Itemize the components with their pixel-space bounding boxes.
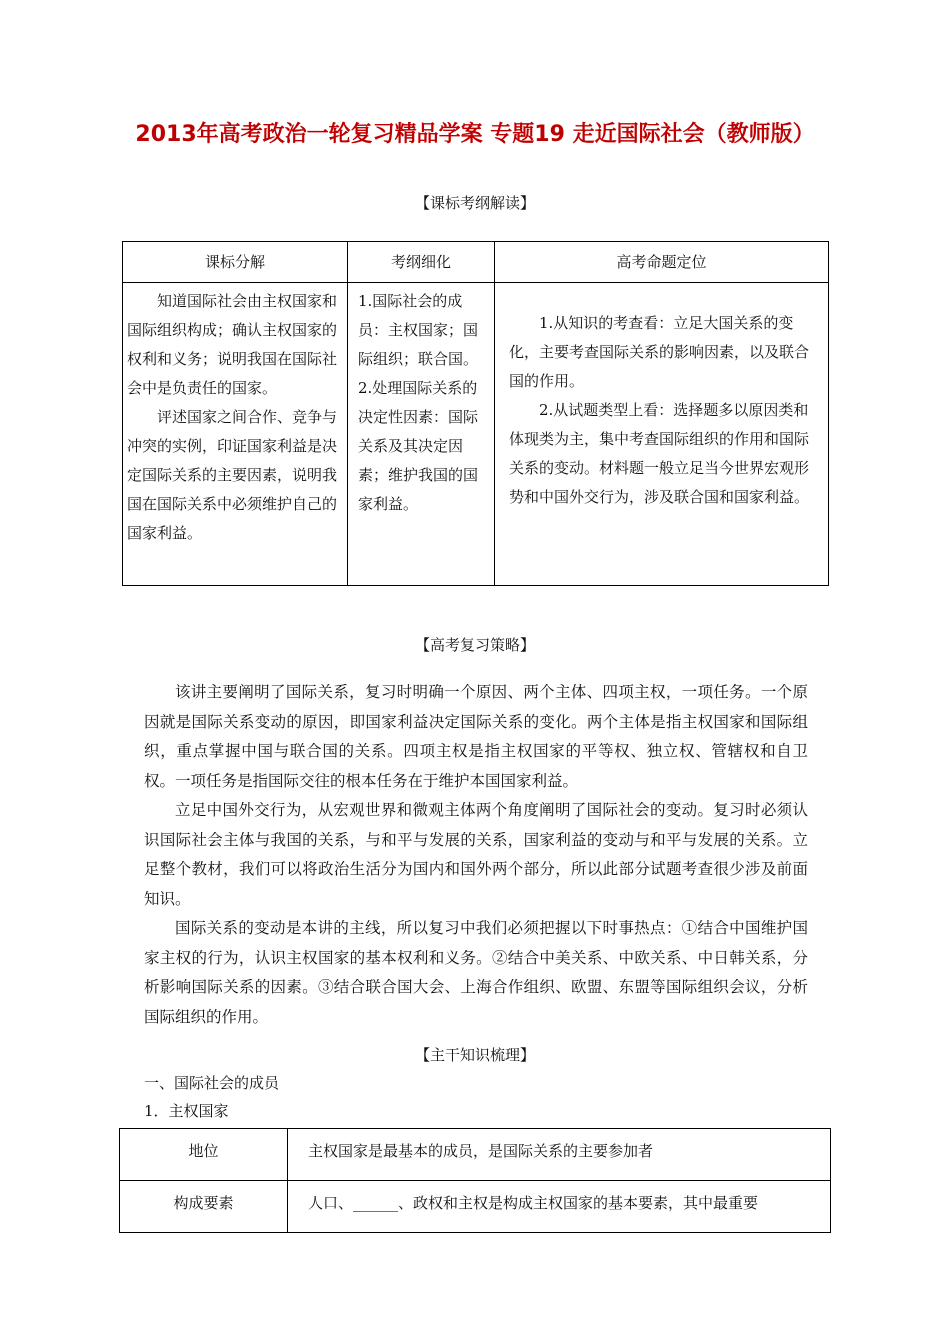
exam-focus-paragraph: 1.从知识的考查看：立足大国关系的变化，主要考查国际关系的影响因素，以及联合国的作用。 — [509, 314, 810, 390]
section-heading-knowledge: 【主干知识梳理】 — [414, 1046, 535, 1064]
section-heading-strategy: 【高考复习策略】 — [414, 636, 535, 654]
strategy-body — [144, 678, 808, 1032]
syllabus-header-2: 考纲细化 — [348, 242, 495, 283]
section-heading-syllabus: 【课标考纲解读】 — [414, 194, 535, 212]
table-row — [120, 1129, 831, 1181]
row-value: 主权国家是最基本的成员，是国际关系的主要参加者 — [288, 1129, 831, 1181]
row-label: 构成要素 — [120, 1181, 288, 1233]
document-title: 2013年高考政治一轮复习精品学案 专题19 走近国际社会（教师版） — [135, 122, 815, 147]
standards-paragraph: 知道国际社会由主权国家和国际组织构成；确认主权国家的权利和义务；说明我国在国际社会中是负责任的国家。 — [127, 292, 338, 397]
syllabus-header-1: 课标分解 — [123, 242, 348, 283]
row-value: 人口、______、政权和主权是构成主权国家的基本要素，其中最重要 — [288, 1181, 831, 1233]
outline-paragraph: 1.国际社会的成员：主权国家；国际组织；联合国。 — [358, 292, 479, 368]
outline-heading-level2: 1．主权国家 — [144, 1102, 229, 1120]
row-label: 地位 — [120, 1129, 288, 1181]
outline-heading-level1: 一、国际社会的成员 — [144, 1074, 280, 1092]
sovereign-state-table — [119, 1128, 831, 1233]
outline-paragraph: 2.处理国际关系的决定性因素：国际关系及其决定因素；维护我国的国家利益。 — [358, 379, 479, 513]
standards-paragraph: 评述国家之间合作、竞争与冲突的实例，印证国家利益是决定国际关系的主要因素，说明我国在国际关系中必须维护自己的国家利益。 — [127, 408, 338, 542]
strategy-paragraph: 该讲主要阐明了国际关系，复习时明确一个原因、两个主体、四项主权，一项任务。一个原因就是国际关系变动的原因，即国家利益决定国际关系的变化。两个主体是指主权国家和国际组织，重点掌握中国与联合国的关系。四项主权是指主权国家的平等权、独立权、管辖权和自卫权。一项任务是指国际交往的根本任务在于维护本国国家利益。 — [144, 683, 808, 790]
syllabus-header-3: 高考命题定位 — [495, 242, 829, 283]
syllabus-cell-standards — [123, 283, 348, 586]
strategy-paragraph: 立足中国外交行为，从宏观世界和微观主体两个角度阐明了国际社会的变动。复习时必须认识国际社会主体与我国的关系，与和平与发展的关系，国家利益的变动与和平与发展的关系。立足整个教材，我们可以将政治生活分为国内和国外两个部分，所以此部分试题考查很少涉及前面知识。 — [144, 801, 808, 908]
syllabus-table — [122, 241, 829, 586]
syllabus-cell-exam-focus — [495, 283, 829, 586]
exam-focus-paragraph: 2.从试题类型上看：选择题多以原因类和体现类为主，集中考查国际组织的作用和国际关系的变动。材料题一般立足当今世界宏观形势和中国外交行为，涉及联合国和国家利益。 — [509, 401, 810, 506]
table-row — [120, 1181, 831, 1233]
syllabus-cell-outline — [348, 283, 495, 586]
strategy-paragraph: 国际关系的变动是本讲的主线，所以复习中我们必须把握以下时事热点：①结合中国维护国家主权的行为，认识主权国家的基本权利和义务。②结合中美关系、中欧关系、中日韩关系，分析影响国际关系的因素。③结合联合国大会、上海合作组织、欧盟、东盟等国际组织会议，分析国际组织的作用。 — [144, 919, 808, 1026]
